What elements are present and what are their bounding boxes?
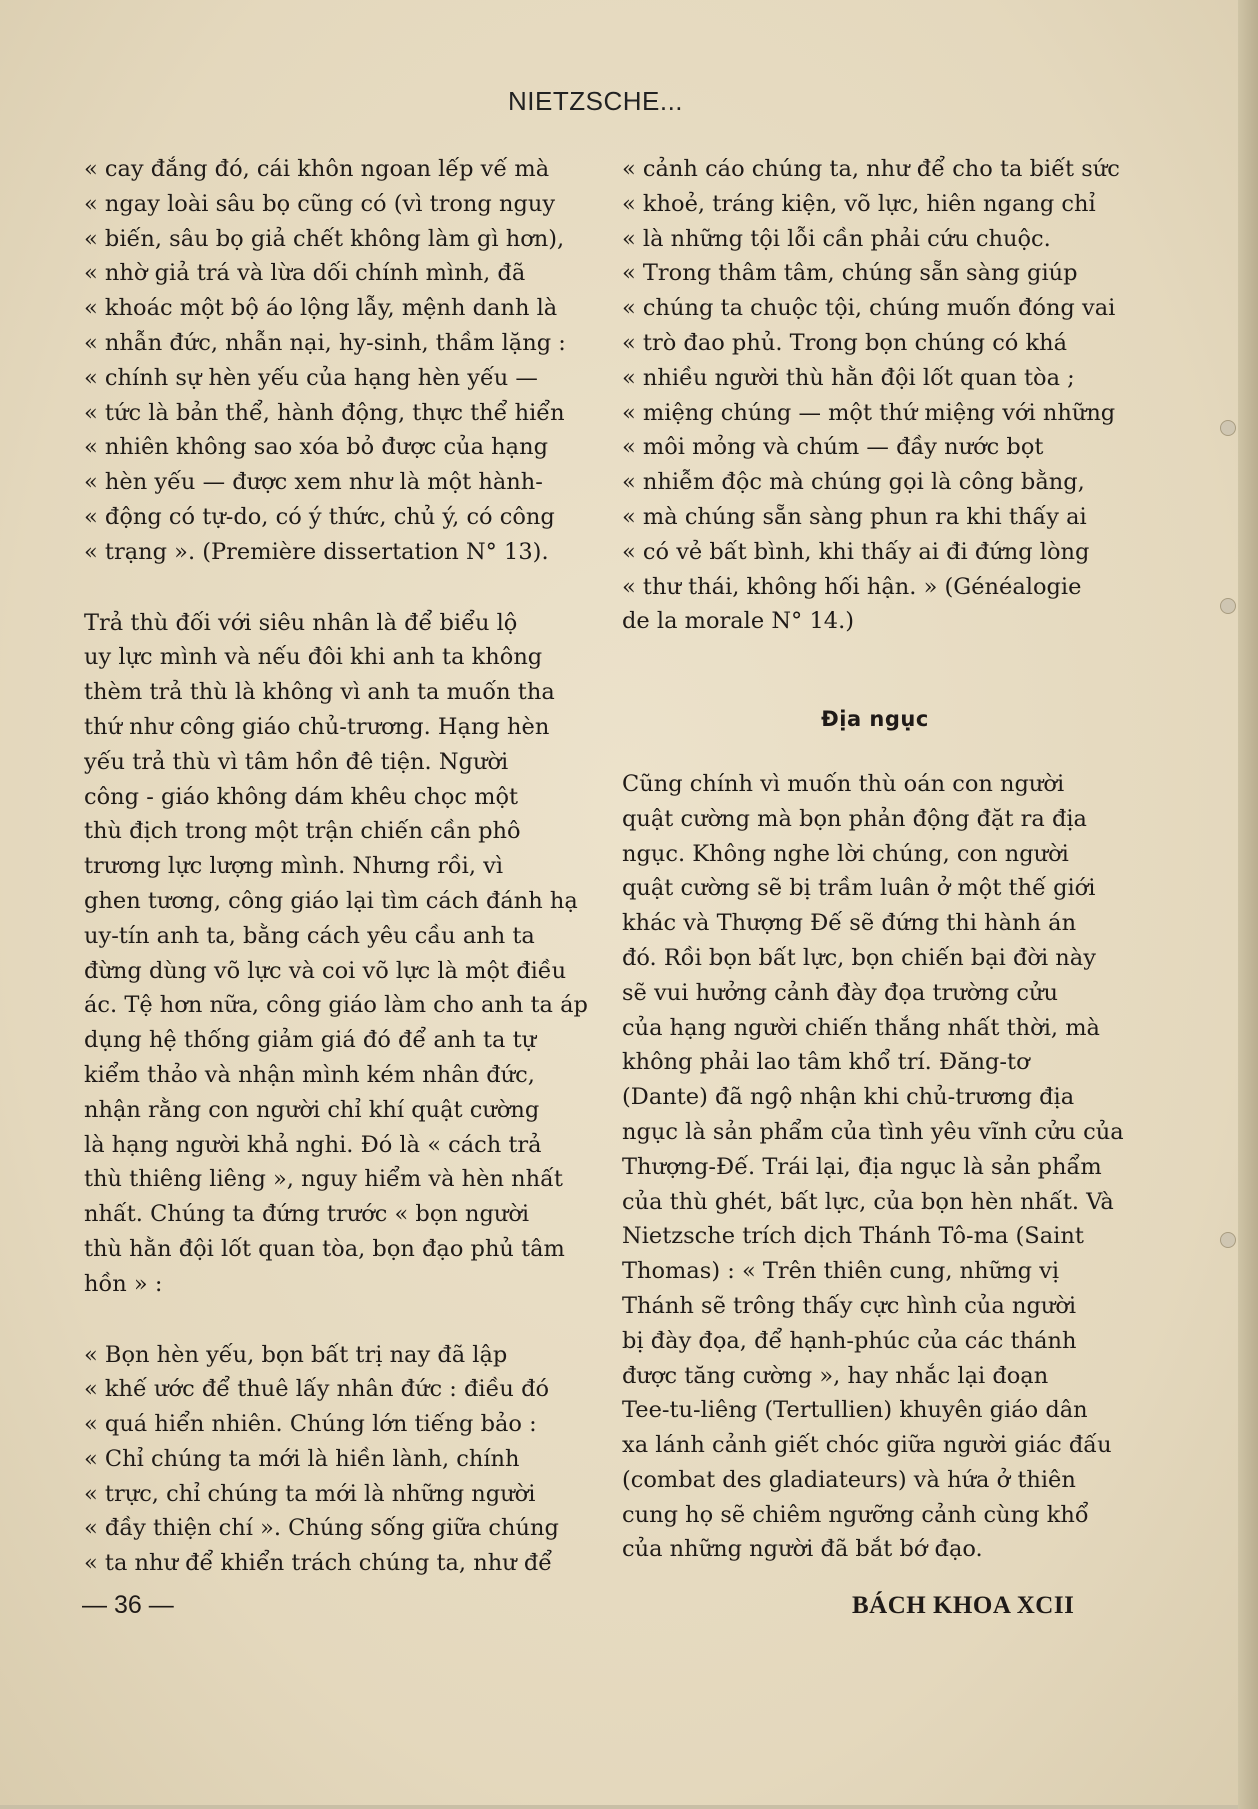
right-quote [622,152,1128,639]
text-line: nhất. Chúng ta đứng trước « bọn người [84,1201,530,1228]
text-line: Trả thù đối với siêu nhân là để biểu lộ [84,609,518,636]
text-line: ngục là sản phẩm của tình yêu vĩnh cửu của [622,1118,1124,1145]
text-line: « nhiên không sao xóa bỏ được của hạng [84,434,548,461]
text-line: thù thiêng liêng », nguy hiểm và hèn nhất [84,1166,563,1193]
magazine-issue: BÁCH KHOA XCII [852,1592,1075,1619]
binding-hole [1220,420,1236,436]
right-paragraph [622,767,1128,1567]
text-line: đừng dùng võ lực và coi võ lực là một điều [84,957,567,984]
text-line: « khoẻ, tráng kiện, võ lực, hiên ngang chỉ [622,190,1096,217]
right-column [622,152,1128,1567]
text-line: « hèn yếu — được xem như là một hành- [84,469,543,496]
text-line: kiểm thảo và nhận mình kém nhân đức, [84,1061,535,1088]
text-line: « Bọn hèn yếu, bọn bất trị nay đã lập [84,1341,508,1368]
text-line: « cay đắng đó, cái khôn ngoan lếp vế mà [84,156,550,182]
text-line: (combat des gladiateurs) và hứa ở thiên [622,1466,1076,1493]
page-edge [1238,0,1258,1809]
text-line: thèm trả thù là không vì anh ta muốn tha [84,679,555,706]
text-line: « là những tội lỗi cần phải cứu chuộc. [622,225,1051,252]
text-line: là hạng người khả nghi. Đó là « cách trả [84,1131,542,1158]
text-line: yếu trả thù vì tâm hồn đê tiện. Người [84,748,509,775]
text-line: xa lánh cảnh giết chóc giữa người giác đấu [622,1432,1112,1459]
text-line: « Chỉ chúng ta mới là hiền lành, chính [84,1445,520,1472]
text-line: Tee-tu-liêng (Tertullien) khuyên giáo dân [622,1397,1088,1424]
text-line: Cũng chính vì muốn thù oán con người [622,770,1065,797]
text-line: « khế ước để thuê lấy nhân đức : điều đó [84,1376,550,1403]
left-quote-2 [84,1338,588,1582]
text-line: uy lực mình và nếu đôi khi anh ta không [84,644,543,671]
text-line: « trò đao phủ. Trong bọn chúng có khá [622,329,1068,356]
text-line: thứ như công giáo chủ-trương. Hạng hèn [84,713,550,740]
text-line: thù địch trong một trận chiến cần phô [84,818,521,845]
text-line: « miệng chúng — một thứ miệng với những [622,399,1116,426]
text-line: « chúng ta chuộc tội, chúng muốn đóng vai [622,295,1116,322]
text-line: cung họ sẽ chiêm ngưỡng cảnh cùng khổ [622,1501,1089,1528]
text-line: « thư thái, không hối hận. » (Généalogie [622,573,1082,600]
text-line: « ta như để khiển trách chúng ta, như để [84,1550,553,1577]
text-line: « nhờ giả trá và lừa dối chính mình, đã [84,260,526,287]
text-line: « nhiều người thù hằn đội lốt quan tòa ; [622,364,1075,391]
text-line: « mà chúng sẵn sàng phun ra khi thấy ai [622,503,1087,530]
page-number: — 36 — [82,1591,174,1619]
text-line: « trực, chỉ chúng ta mới là những người [84,1480,536,1507]
text-line: Thánh sẽ trông thấy cực hình của người [622,1292,1077,1319]
text-line: quật cường sẽ bị trầm luân ở một thế giới [622,875,1096,902]
text-line: được tăng cường », hay nhắc lại đoạn [622,1362,1049,1389]
text-line: de la morale N° 14.) [622,608,854,635]
text-line: Thượng-Đế. Trái lại, địa ngục là sản phẩm [622,1153,1102,1180]
text-line: nhận rằng con người chỉ khí quật cường [84,1096,540,1123]
text-line: « quá hiển nhiên. Chúng lớn tiếng bảo : [84,1411,537,1438]
text-line: « biến, sâu bọ giả chết không làm gì hơn), [84,225,565,252]
text-line: « cảnh cáo chúng ta, như để cho ta biết sức [622,156,1120,182]
text-line: thù hằn đội lốt quan tòa, bọn đạo phủ tâm [84,1235,565,1262]
text-line: « môi mỏng và chúm — đầy nước bọt [622,434,1044,461]
text-line: « tức là bản thể, hành động, thực thể hiển [84,399,565,426]
left-column [84,152,588,1581]
text-line: « ngay loài sâu bọ cũng có (vì trong nguy [84,190,556,217]
binding-hole [1220,1232,1236,1248]
text-line: « nhẫn đức, nhẫn nại, hy-sinh, thầm lặng : [84,329,566,356]
text-line: « động có tự-do, có ý thức, chủ ý, có công [84,503,555,530]
text-line: « Trong thâm tâm, chúng sẵn sàng giúp [622,260,1078,287]
text-line: (Dante) đã ngộ nhận khi chủ-trương địa [622,1084,1075,1111]
text-line: không phải lao tâm khổ trí. Đăng-tơ [622,1049,1030,1076]
text-line: của thù ghét, bất lực, của bọn hèn nhất. Và [622,1188,1114,1215]
text-line: khác và Thượng Đế sẽ đứng thi hành án [622,910,1077,937]
left-paragraph [84,606,588,1302]
text-line: « chính sự hèn yếu của hạng hèn yếu — [84,364,538,391]
text-line: « đầy thiện chí ». Chúng sống giữa chúng [84,1515,559,1542]
binding-hole [1220,598,1236,614]
text-line: ngục. Không nghe lời chúng, con người [622,840,1069,867]
text-line: bị đày đọa, để hạnh-phúc của các thánh [622,1327,1077,1354]
text-line: « trạng ». (Première dissertation N° 13). [84,538,549,565]
text-line: công - giáo không dám khêu chọc một [84,783,519,810]
text-line: sẽ vui hưởng cảnh đày đọa trường cửu [622,979,1058,1006]
text-line: Thomas) : « Trên thiên cung, những vị [622,1258,1060,1285]
text-line: uy-tín anh ta, bằng cách yêu cầu anh ta [84,922,535,949]
text-line: trương lực lượng mình. Nhưng rồi, vì [84,853,504,880]
text-line: « khoác một bộ áo lộng lẫy, mệnh danh là [84,295,558,322]
text-line: của những người đã bắt bớ đạo. [622,1536,983,1563]
text-line: ác. Tệ hơn nữa, công giáo làm cho anh ta áp [84,992,588,1019]
text-line: quật cường mà bọn phản động đặt ra địa [622,805,1087,832]
text-line: ghen tương, công giáo lại tìm cách đánh hạ [84,887,578,914]
text-line: hồn » : [84,1270,163,1297]
text-line: của hạng người chiến thắng nhất thời, mà [622,1014,1100,1041]
section-title: Địa ngục [821,707,929,732]
left-quote-1 [84,152,588,570]
text-line: « có vẻ bất bình, khi thấy ai đi đứng lòng [622,538,1090,565]
text-line: đó. Rồi bọn bất lực, bọn chiến bại đời này [622,944,1096,971]
text-line: « nhiễm độc mà chúng gọi là công bằng, [622,469,1085,496]
text-line: dụng hệ thống giảm giá đó để anh ta tự [84,1027,537,1054]
running-header: NIETZSCHE... [508,86,684,116]
text-line: Nietzsche trích dịch Thánh Tô-ma (Saint [622,1223,1084,1250]
